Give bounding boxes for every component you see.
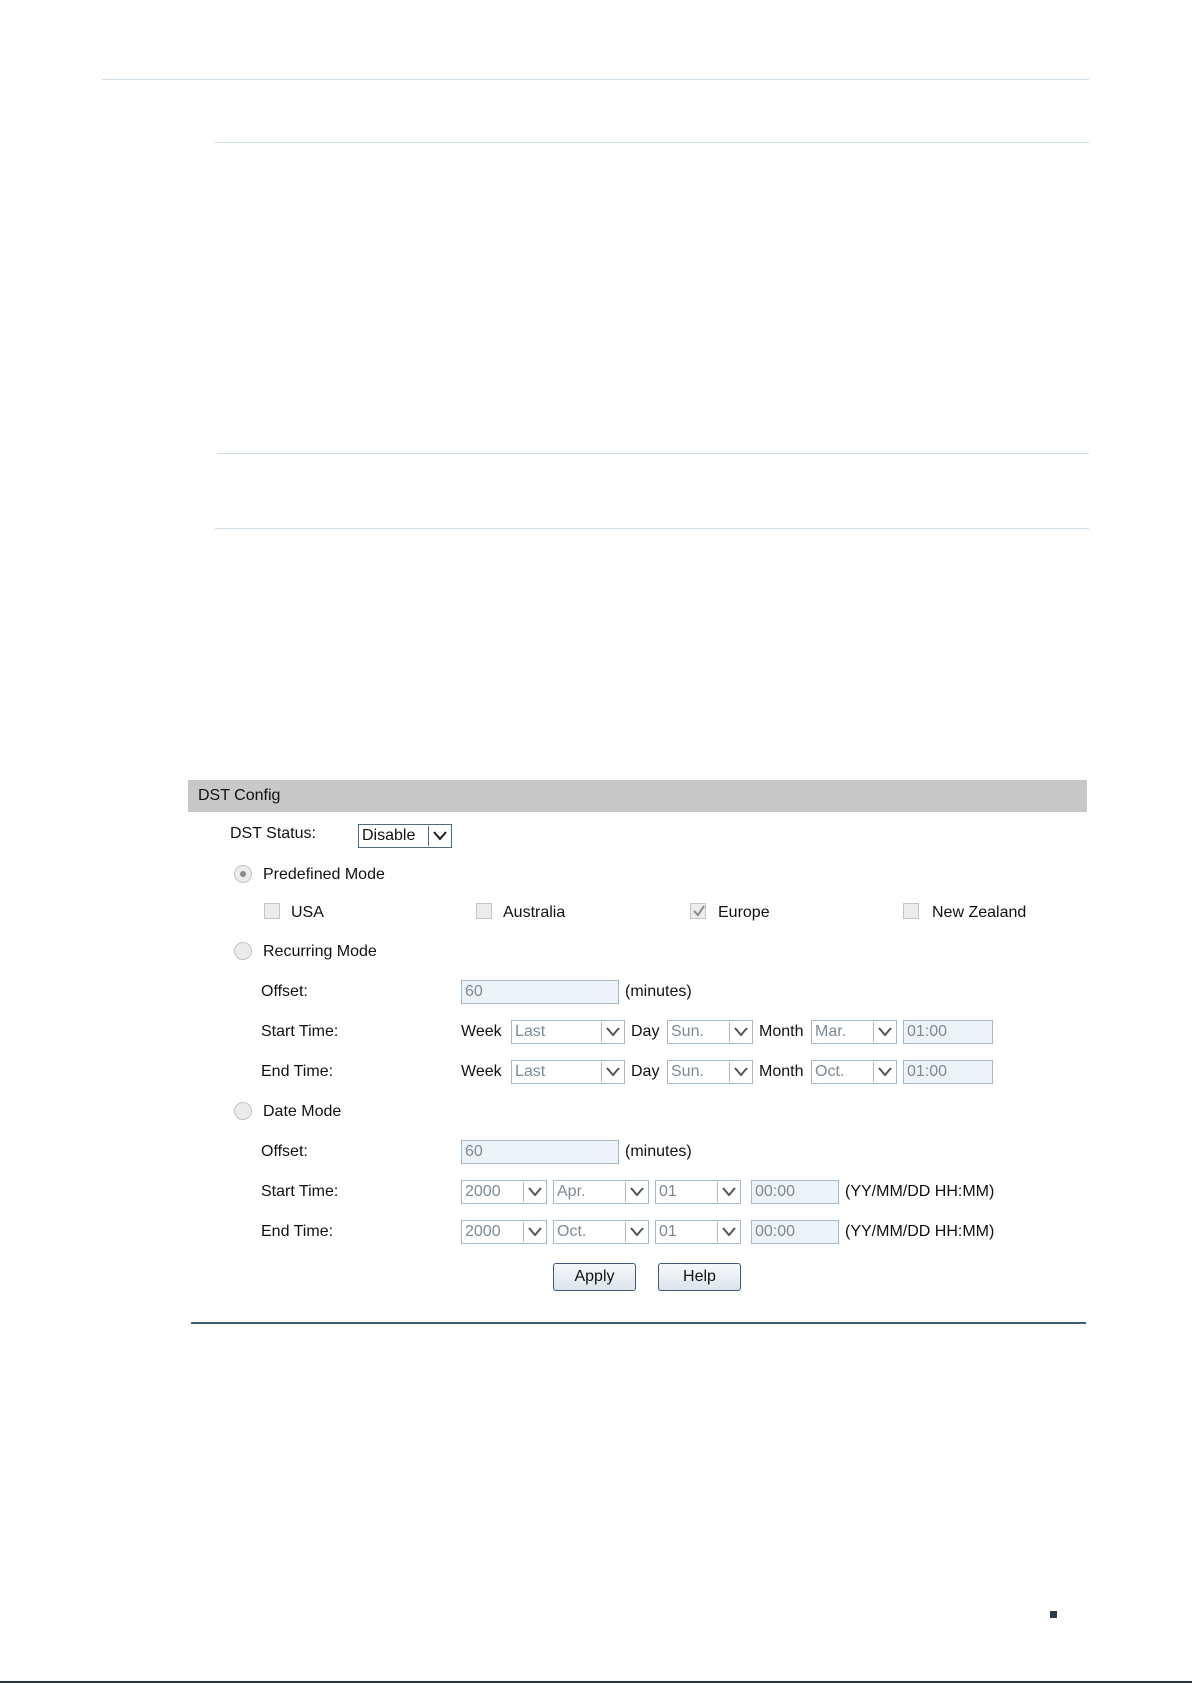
- select-value: 2000: [465, 1223, 501, 1240]
- select-value: Oct.: [557, 1223, 587, 1240]
- recurring-start-label: Start Time:: [261, 1023, 339, 1040]
- usa-label: USA: [291, 904, 324, 921]
- chevron-down-icon: [523, 1182, 545, 1202]
- month-label: Month: [759, 1023, 804, 1040]
- recurring-end-week-select[interactable]: [511, 1060, 625, 1084]
- recurring-mode-label: Recurring Mode: [263, 943, 377, 960]
- checkmark-icon: [692, 904, 706, 918]
- recurring-start-time-input[interactable]: 01:00: [903, 1020, 993, 1044]
- date-start-month-select[interactable]: [553, 1180, 649, 1204]
- chevron-down-icon: [625, 1222, 647, 1242]
- date-end-label: End Time:: [261, 1223, 334, 1240]
- divider: [215, 528, 1089, 529]
- date-start-year-select[interactable]: [461, 1180, 547, 1204]
- date-start-label: Start Time:: [261, 1183, 339, 1200]
- week-label: Week: [461, 1023, 502, 1040]
- recurring-end-month-select[interactable]: [811, 1060, 897, 1084]
- week-label: Week: [461, 1063, 502, 1080]
- page-bottom-border: [0, 1681, 1192, 1683]
- recurring-mode-radio[interactable]: [234, 942, 252, 960]
- month-label: Month: [759, 1063, 804, 1080]
- select-value: Sun.: [671, 1023, 704, 1040]
- new-zealand-checkbox[interactable]: [903, 903, 919, 919]
- recurring-end-time-input[interactable]: 01:00: [903, 1060, 993, 1084]
- date-start-time-input[interactable]: 00:00: [751, 1180, 839, 1204]
- chevron-down-icon: [601, 1062, 623, 1082]
- select-value: Oct.: [815, 1063, 845, 1080]
- dst-status-select[interactable]: [358, 824, 452, 848]
- date-end-time-input[interactable]: 00:00: [751, 1220, 839, 1244]
- page-marker: [1050, 1611, 1057, 1618]
- chevron-down-icon: [873, 1022, 895, 1042]
- australia-label: Australia: [503, 904, 566, 921]
- select-value: Sun.: [671, 1063, 704, 1080]
- select-value: Last: [515, 1023, 546, 1040]
- date-end-month-select[interactable]: [553, 1220, 649, 1244]
- dst-status-label: DST Status:: [230, 825, 316, 842]
- select-value: 01: [659, 1183, 677, 1200]
- recurring-offset-label: Offset:: [261, 983, 308, 1000]
- divider: [215, 142, 1089, 143]
- date-end-day-select[interactable]: [655, 1220, 741, 1244]
- select-value: Mar.: [815, 1023, 847, 1040]
- select-value: Last: [515, 1063, 546, 1080]
- chevron-down-icon: [523, 1222, 545, 1242]
- radio-selected-dot: [240, 871, 246, 877]
- chevron-down-icon: [625, 1182, 647, 1202]
- chevron-down-icon: [717, 1182, 739, 1202]
- divider: [191, 1322, 1086, 1324]
- day-label: Day: [631, 1023, 660, 1040]
- chevron-down-icon: [873, 1062, 895, 1082]
- recurring-start-month-select[interactable]: [811, 1020, 897, 1044]
- new-zealand-label: New Zealand: [932, 904, 1027, 921]
- europe-label: Europe: [718, 904, 770, 921]
- chevron-down-icon: [729, 1022, 751, 1042]
- date-mode-label: Date Mode: [263, 1103, 342, 1120]
- date-mode-radio[interactable]: [234, 1102, 252, 1120]
- chevron-down-icon: [717, 1222, 739, 1242]
- date-format-hint: (YY/MM/DD HH:MM): [845, 1223, 995, 1240]
- australia-checkbox[interactable]: [476, 903, 492, 919]
- apply-button[interactable]: Apply: [553, 1263, 636, 1291]
- recurring-offset-input[interactable]: 60: [461, 980, 619, 1004]
- select-value: Apr.: [557, 1183, 586, 1200]
- day-label: Day: [631, 1063, 660, 1080]
- panel-title: DST Config: [198, 787, 281, 804]
- recurring-offset-unit: (minutes): [625, 983, 692, 1000]
- date-offset-unit: (minutes): [625, 1143, 692, 1160]
- select-value: 2000: [465, 1183, 501, 1200]
- select-value: 01: [659, 1223, 677, 1240]
- help-button[interactable]: Help: [658, 1263, 741, 1291]
- date-end-year-select[interactable]: [461, 1220, 547, 1244]
- divider: [102, 79, 1089, 80]
- recurring-end-label: End Time:: [261, 1063, 334, 1080]
- date-offset-input[interactable]: 60: [461, 1140, 619, 1164]
- chevron-down-icon: [428, 826, 450, 846]
- predefined-mode-label: Predefined Mode: [263, 866, 385, 883]
- recurring-start-day-select[interactable]: [667, 1020, 753, 1044]
- recurring-end-day-select[interactable]: [667, 1060, 753, 1084]
- divider: [217, 453, 1089, 454]
- dst-config-panel: [188, 780, 1087, 1325]
- usa-checkbox[interactable]: [264, 903, 280, 919]
- date-start-day-select[interactable]: [655, 1180, 741, 1204]
- date-offset-label: Offset:: [261, 1143, 308, 1160]
- dst-status-value: Disable: [362, 827, 416, 844]
- chevron-down-icon: [601, 1022, 623, 1042]
- predefined-mode-radio[interactable]: [234, 865, 252, 883]
- recurring-start-week-select[interactable]: [511, 1020, 625, 1044]
- europe-checkbox[interactable]: [690, 903, 706, 919]
- chevron-down-icon: [729, 1062, 751, 1082]
- date-format-hint: (YY/MM/DD HH:MM): [845, 1183, 995, 1200]
- panel-header: [188, 780, 1087, 812]
